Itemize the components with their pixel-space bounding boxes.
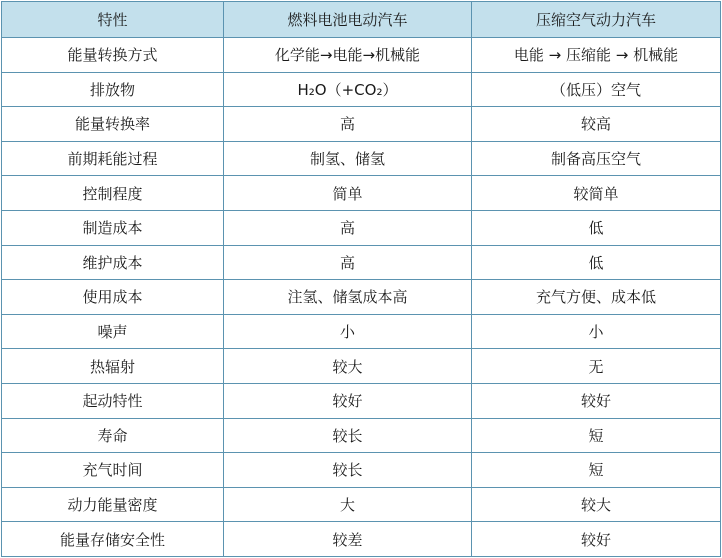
row-label: 能量转换率 bbox=[2, 107, 224, 142]
table-body bbox=[2, 38, 721, 557]
fuel-cell-value: 化学能→电能→机械能 bbox=[224, 38, 472, 73]
compressed-air-value: 充气方便、成本低 bbox=[472, 280, 721, 315]
row-label: 噪声 bbox=[2, 314, 224, 349]
fuel-cell-value: 注氢、储氢成本高 bbox=[224, 280, 472, 315]
fuel-cell-value: 高 bbox=[224, 210, 472, 245]
row-label: 能量存储安全性 bbox=[2, 522, 224, 557]
fuel-cell-value: 高 bbox=[224, 245, 472, 280]
comparison-table bbox=[1, 1, 721, 557]
table-row bbox=[2, 453, 721, 488]
header-cell-compressed-air-vehicle: 压缩空气动力汽车 bbox=[472, 2, 721, 38]
compressed-air-value: （低压）空气 bbox=[472, 72, 721, 107]
table-row bbox=[2, 141, 721, 176]
header-cell-property: 特性 bbox=[2, 2, 224, 38]
row-label: 使用成本 bbox=[2, 280, 224, 315]
table-row bbox=[2, 107, 721, 142]
fuel-cell-value: 制氢、储氢 bbox=[224, 141, 472, 176]
row-label: 能量转换方式 bbox=[2, 38, 224, 73]
compressed-air-value: 无 bbox=[472, 349, 721, 384]
fuel-cell-value: 小 bbox=[224, 314, 472, 349]
compressed-air-value: 低 bbox=[472, 245, 721, 280]
compressed-air-value: 电能 → 压缩能 → 机械能 bbox=[472, 38, 721, 73]
fuel-cell-value: 大 bbox=[224, 487, 472, 522]
compressed-air-value: 短 bbox=[472, 453, 721, 488]
fuel-cell-value: 较好 bbox=[224, 383, 472, 418]
table-row bbox=[2, 280, 721, 315]
table-row bbox=[2, 522, 721, 557]
row-label: 充气时间 bbox=[2, 453, 224, 488]
row-label: 热辐射 bbox=[2, 349, 224, 384]
fuel-cell-value: 较长 bbox=[224, 418, 472, 453]
row-label: 前期耗能过程 bbox=[2, 141, 224, 176]
compressed-air-value: 短 bbox=[472, 418, 721, 453]
compressed-air-value: 较好 bbox=[472, 522, 721, 557]
table-row bbox=[2, 72, 721, 107]
table-row bbox=[2, 418, 721, 453]
compressed-air-value: 较高 bbox=[472, 107, 721, 142]
compressed-air-value: 较简单 bbox=[472, 176, 721, 211]
fuel-cell-value: 高 bbox=[224, 107, 472, 142]
compressed-air-value: 制备高压空气 bbox=[472, 141, 721, 176]
header-row bbox=[2, 2, 721, 38]
row-label: 起动特性 bbox=[2, 383, 224, 418]
table-row bbox=[2, 210, 721, 245]
table-row bbox=[2, 349, 721, 384]
row-label: 动力能量密度 bbox=[2, 487, 224, 522]
fuel-cell-value: 较长 bbox=[224, 453, 472, 488]
table-row bbox=[2, 487, 721, 522]
row-label: 维护成本 bbox=[2, 245, 224, 280]
fuel-cell-value: H₂O（+CO₂） bbox=[224, 72, 472, 107]
table-row bbox=[2, 176, 721, 211]
fuel-cell-value: 较差 bbox=[224, 522, 472, 557]
fuel-cell-value: 简单 bbox=[224, 176, 472, 211]
fuel-cell-value: 较大 bbox=[224, 349, 472, 384]
row-label: 控制程度 bbox=[2, 176, 224, 211]
table-row bbox=[2, 38, 721, 73]
table-header bbox=[2, 2, 721, 38]
table-row bbox=[2, 314, 721, 349]
compressed-air-value: 小 bbox=[472, 314, 721, 349]
header-cell-fuel-cell-vehicle: 燃料电池电动汽车 bbox=[224, 2, 472, 38]
row-label: 制造成本 bbox=[2, 210, 224, 245]
row-label: 寿命 bbox=[2, 418, 224, 453]
compressed-air-value: 较大 bbox=[472, 487, 721, 522]
row-label: 排放物 bbox=[2, 72, 224, 107]
table-row bbox=[2, 383, 721, 418]
table-row bbox=[2, 245, 721, 280]
compressed-air-value: 低 bbox=[472, 210, 721, 245]
compressed-air-value: 较好 bbox=[472, 383, 721, 418]
